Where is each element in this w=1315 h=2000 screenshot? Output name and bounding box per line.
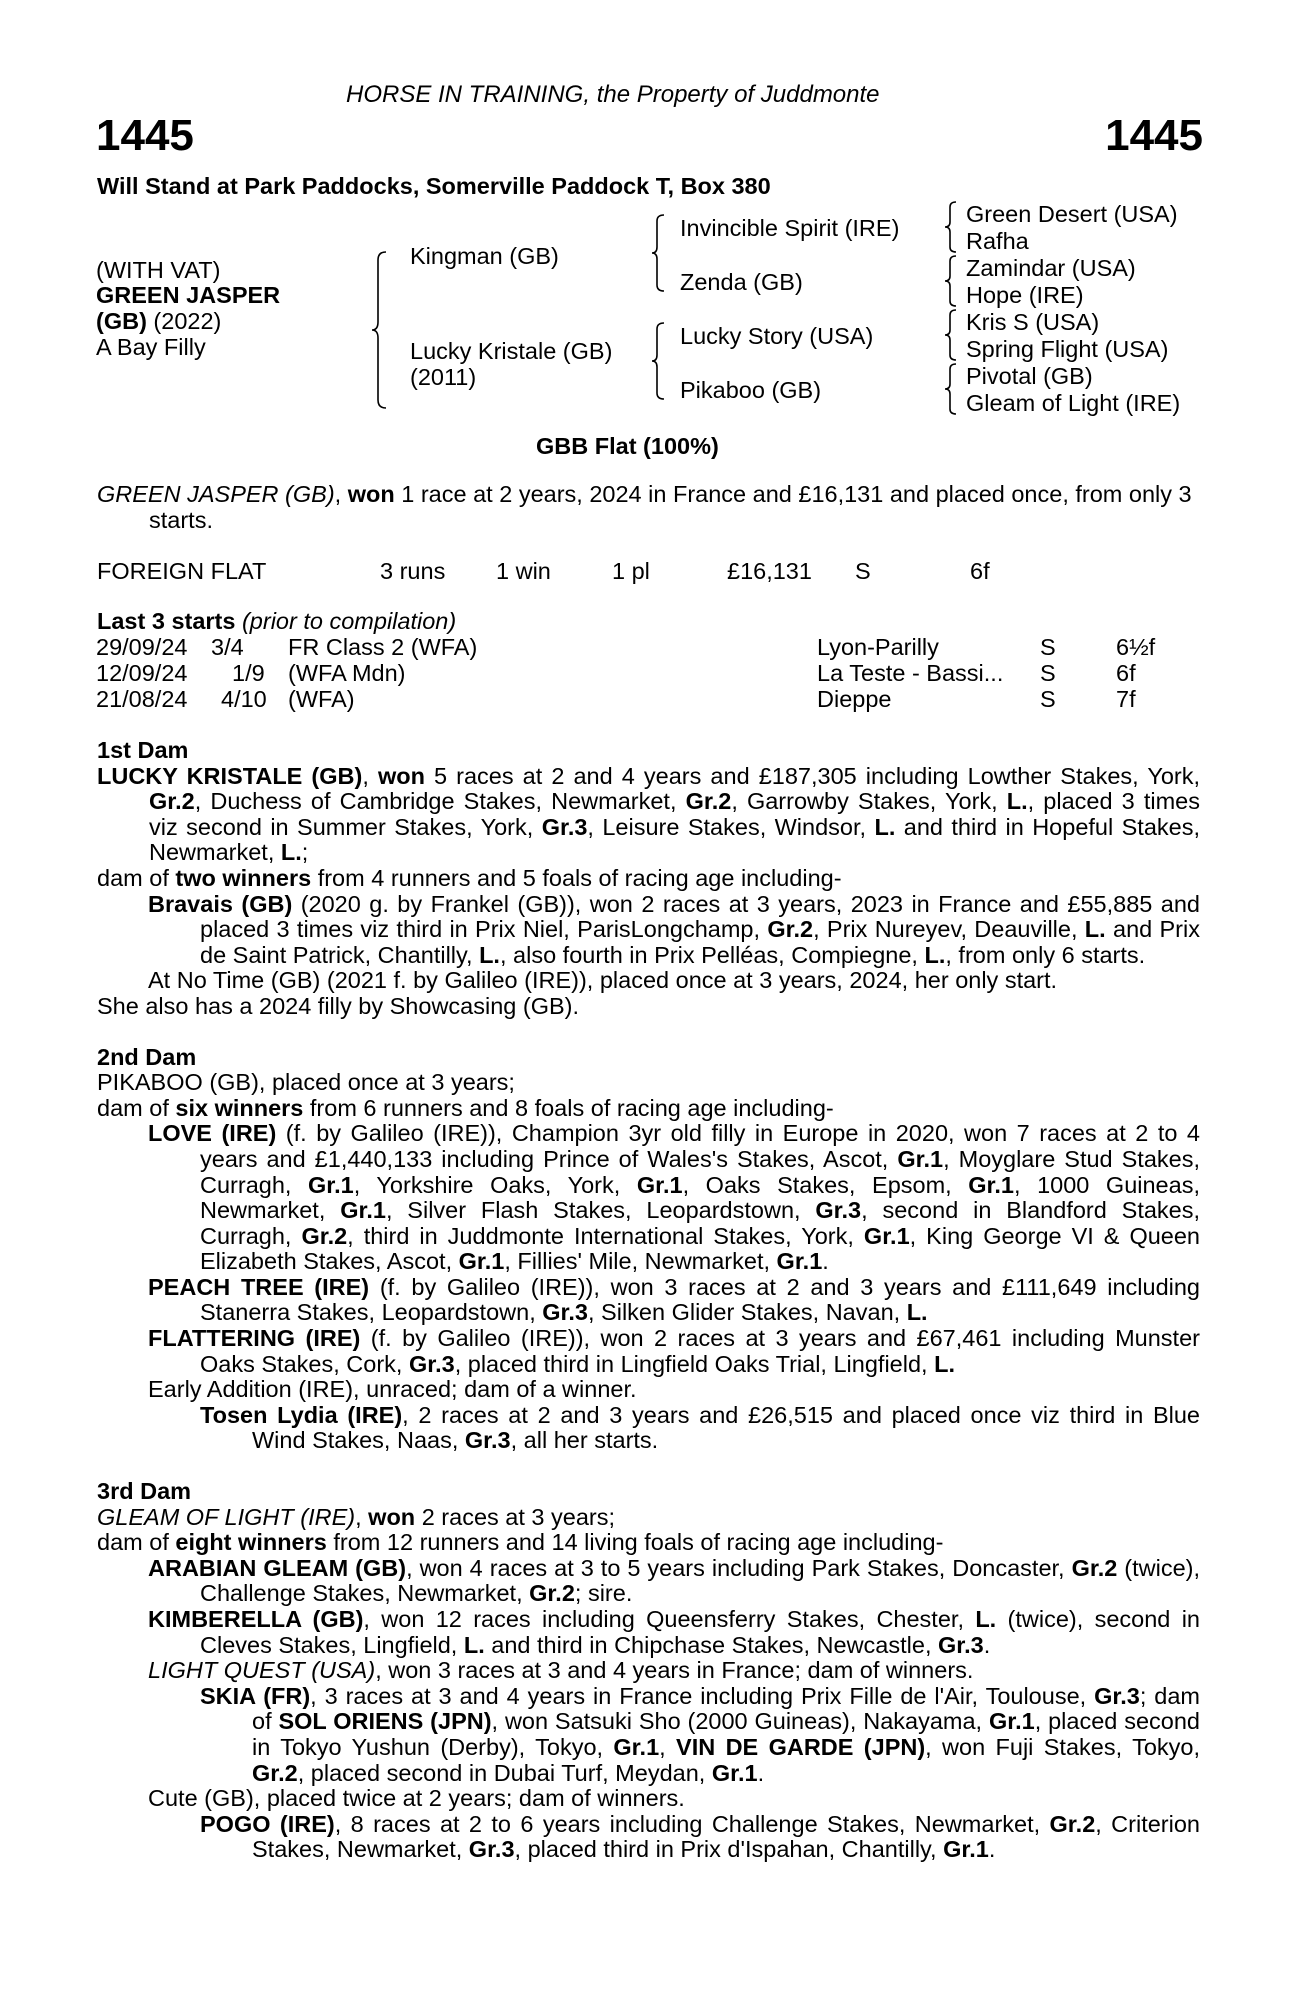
- start-going: S: [1040, 660, 1056, 686]
- produce-entry: PEACH TREE (IRE) (f. by Galileo (IRE)), won 3 races at 2 and 3 years and £111,649 including Stanerra Stakes, Leopardstown, Gr.3, Silken Glider Stakes, Navan, L.: [148, 1273, 1200, 1326]
- produce-entry: FLATTERING (IRE) (f. by Galileo (IRE)), won 2 races at 3 years and £67,461 including Munster Oaks Stakes, Cork, Gr.3, placed third in Lingfield Oaks Trial, Lingfield, L.: [148, 1325, 1200, 1377]
- start-distance: 6½f: [1116, 634, 1156, 660]
- start-date: 21/08/24: [96, 686, 188, 712]
- pedigree-dam-year: (2011): [410, 364, 477, 390]
- start-course: Lyon-Parilly: [817, 634, 939, 660]
- last-starts-note: (prior to compilation): [235, 608, 457, 634]
- pedigree-dam-sire: Lucky Story (USA): [680, 323, 874, 349]
- grand-produce-entry: Tosen Lydia (IRE), 2 races at 2 and 3 years and £26,515 and placed once viz third in Blue Wind Stakes, Naas, Gr.3, all her starts.: [200, 1401, 1200, 1454]
- pedigree-sds: Zamindar (USA): [966, 255, 1136, 281]
- pedigree-dam: Lucky Kristale (GB): [410, 338, 613, 364]
- dam-entry: LUCKY KRISTALE (GB), won 5 races at 2 and 4 years and £187,305 including Lowther Stakes, York, Gr.2, Duchess of Cambridge Stakes, Newmarket, Gr.2, Garrowby Stakes, York, L., placed 3 times viz second in Summer Stakes, York, Gr.3, Leisure Stakes, Windsor, L. and third in Hopeful Stakes, Newmarket, L.;: [97, 762, 1201, 866]
- pedigree-sss: Green Desert (USA): [966, 201, 1178, 227]
- pedigree-bracket-sd: [945, 254, 959, 308]
- grand-produce-entry: POGO (IRE), 8 races at 2 to 6 years including Challenge Stakes, Newmarket, Gr.2, Criterion Stakes, Newmarket, Gr.3, placed third in Prix d'Ispahan, Chantilly, Gr.1.: [200, 1810, 1200, 1863]
- horse-year: (2022): [146, 308, 222, 334]
- pedigree-dsd: Spring Flight (USA): [966, 336, 1169, 362]
- pedigree-dam-dam: Pikaboo (GB): [680, 377, 822, 403]
- pedigree-ssd: Rafha: [966, 228, 1029, 254]
- page-subtitle: HORSE IN TRAINING, the Property of Juddmonte: [346, 81, 880, 108]
- third-dam-entry: GLEAM OF LIGHT (IRE), won 2 races at 3 years;: [97, 1503, 616, 1530]
- produce-entry: At No Time (GB) (2021 f. by Galileo (IRE)), placed once at 3 years, 2024, her only start.: [148, 967, 1058, 994]
- produce-entry: Early Addition (IRE), unraced; dam of a winner.: [148, 1376, 637, 1403]
- third-dam-heading: 3rd Dam: [97, 1478, 192, 1505]
- produce-entry: Cute (GB), placed twice at 2 years; dam of winners.: [148, 1785, 685, 1812]
- record-distance: 6f: [970, 558, 990, 584]
- produce-note: She also has a 2024 filly by Showcasing (GB).: [97, 992, 580, 1019]
- horse-country: (GB): [96, 308, 147, 334]
- start-race: (WFA Mdn): [288, 660, 406, 686]
- produce-entry: Bravais (GB) (2020 g. by Frankel (GB)), won 2 races at 3 years, 2023 in France and £55,885 and placed 3 times viz third in Prix Niel, ParisLongchamp, Gr.2, Prix Nureyev, Deauville, L. and Prix de Saint Patrick, Chantilly, L., also fourth in Prix Pelléas, Compiegne, L., from only 6 starts.: [148, 890, 1201, 968]
- vat-note: (WITH VAT): [96, 257, 221, 283]
- first-dam-heading: 1st Dam: [97, 737, 189, 763]
- pedigree-bracket-sire: [652, 215, 668, 291]
- dam-family: [97, 738, 1200, 1863]
- horse-description: A Bay Filly: [96, 334, 206, 360]
- start-race: FR Class 2 (WFA): [288, 634, 478, 660]
- grand-produce-entry: SKIA (FR), 3 races at 3 and 4 years in France including Prix Fille de l'Air, Toulouse, Gr.3; dam of SOL ORIENS (JPN), won Satsuki Sho (2000 Guineas), Nakayama, Gr.1, placed second in Tokyo Yushun (Derby), Tokyo, Gr.1, VIN DE GARDE (JPN), won Fuji Stakes, Tokyo, Gr.2, placed second in Dubai Turf, Meydan, Gr.1.: [200, 1682, 1200, 1786]
- start-position: 3/4: [211, 634, 244, 660]
- start-position: 1/9: [232, 660, 265, 686]
- pedigree-dss: Kris S (USA): [966, 309, 1100, 335]
- produce-entry: LIGHT QUEST (USA), won 3 races at 3 and 4 years in France; dam of winners.: [148, 1657, 974, 1684]
- start-going: S: [1040, 634, 1056, 660]
- start-date: 29/09/24: [96, 634, 188, 660]
- summary-text: 1 race at 2 years, 2024 in France and £16,131 and placed once, from only 3 starts.: [149, 481, 1192, 533]
- last-starts-heading: [97, 609, 456, 635]
- pedigree-sire: Kingman (GB): [410, 243, 559, 269]
- pedigree-bracket-dd: [945, 362, 959, 416]
- last-starts-title: Last 3 starts: [97, 608, 236, 634]
- dam-produce-summary: dam of two winners from 4 runners and 5 foals of racing age including-: [97, 864, 842, 891]
- pedigree-sire-dam: Zenda (GB): [680, 269, 803, 295]
- pedigree-bracket-ds: [945, 308, 959, 362]
- start-position: 4/10: [221, 686, 267, 712]
- start-going: S: [1040, 686, 1056, 712]
- pedigree-sire-sire: Invincible Spirit (IRE): [680, 215, 900, 241]
- start-race: (WFA): [288, 686, 355, 712]
- record-placed: 1 pl: [612, 558, 650, 584]
- start-date: 12/09/24: [96, 660, 188, 686]
- record-wins: 1 win: [496, 558, 551, 584]
- pedigree-bracket-dam: [652, 323, 668, 399]
- stabling-location: Will Stand at Park Paddocks, Somerville Paddock T, Box 380: [97, 173, 771, 199]
- second-dam-produce-summary: dam of six winners from 6 runners and 8 foals of racing age including-: [97, 1094, 834, 1121]
- third-dam-produce-summary: dam of eight winners from 12 runners and 14 living foals of racing age including-: [97, 1529, 944, 1556]
- start-distance: 7f: [1116, 686, 1136, 712]
- horse-country-year: [96, 309, 221, 335]
- pedigree-bracket-ss: [945, 200, 959, 254]
- pedigree-bracket-main: [372, 252, 392, 408]
- second-dam-heading: 2nd Dam: [97, 1043, 197, 1070]
- start-distance: 6f: [1116, 660, 1136, 686]
- produce-entry: KIMBERELLA (GB), won 12 races including Queensferry Stakes, Chester, L. (twice), second in Cleves Stakes, Lingfield, L. and third in Chipchase Stakes, Newcastle, Gr.3.: [148, 1606, 1200, 1658]
- horse-name: GREEN JASPER: [96, 282, 281, 308]
- start-course: La Teste - Bassi...: [817, 660, 1004, 686]
- pedigree-dds: Pivotal (GB): [966, 363, 1093, 389]
- record-earnings: £16,131: [727, 558, 812, 584]
- start-course: Dieppe: [817, 686, 892, 712]
- lot-number-right: 1445: [1105, 111, 1203, 160]
- record-label: FOREIGN FLAT: [97, 558, 267, 584]
- record-runs: 3 runs: [380, 558, 446, 584]
- produce-entry: LOVE (IRE) (f. by Galileo (IRE)), Champion 3yr old filly in Europe in 2020, won 7 races at 2 to 4 years and £1,440,133 including Prince of Wales's Stakes, Ascot, Gr.1, Moyglare Stud Stakes, Curragh, Gr.1, Yorkshire Oaks, York, Gr.1, Oaks Stakes, Epsom, Gr.1, 1000 Guineas, Newmarket, Gr.1, Silver Flash Stakes, Leopardstown, Gr.3, second in Blandford Stakes, Curragh, Gr.2, third in Juddmonte International Stakes, York, Gr.1, King George VI & Queen Elizabeth Stakes, Ascot, Gr.1, Fillies' Mile, Newmarket, Gr.1.: [148, 1120, 1201, 1275]
- record-going: S: [855, 558, 871, 584]
- horse-summary: GREEN JASPER (GB), won 1 race at 2 years, 2024 in France and £16,131 and placed once, from only 3 starts.: [97, 481, 1192, 533]
- summary-won: won: [347, 481, 395, 507]
- lot-number-left: 1445: [96, 111, 194, 160]
- pedigree-ddd: Gleam of Light (IRE): [966, 390, 1181, 416]
- gbb-rating: GBB Flat (100%): [536, 433, 719, 459]
- summary-horse-name: GREEN JASPER (GB): [97, 481, 335, 507]
- produce-entry: ARABIAN GLEAM (GB), won 4 races at 3 to 5 years including Park Stakes, Doncaster, Gr.2 (twice), Challenge Stakes, Newmarket, Gr.2; sire.: [148, 1554, 1200, 1607]
- second-dam-entry: PIKABOO (GB), placed once at 3 years;: [97, 1069, 515, 1096]
- pedigree-sdd: Hope (IRE): [966, 282, 1084, 308]
